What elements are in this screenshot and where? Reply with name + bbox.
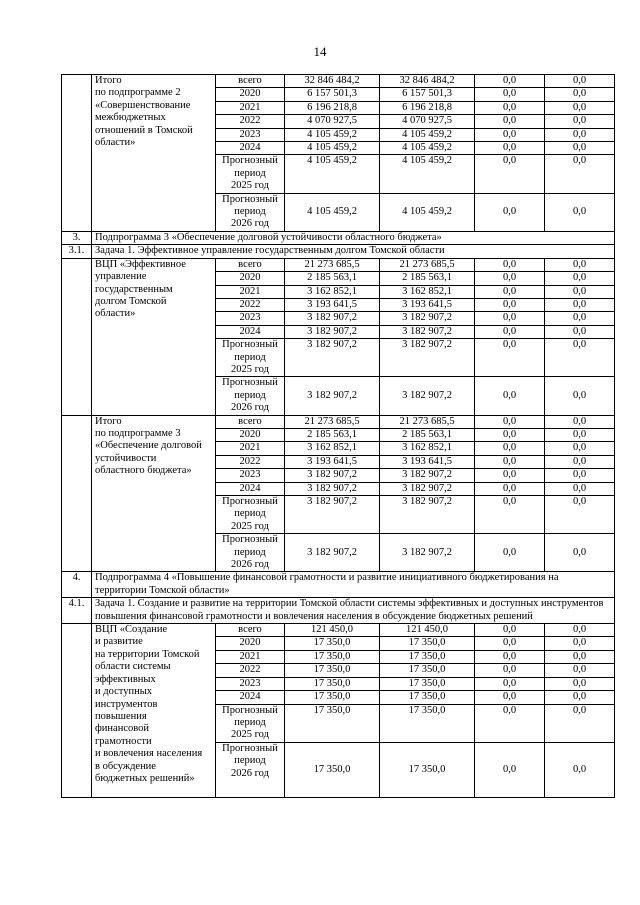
value-regional: 2 185 563,1 [380,428,475,441]
value-total: 3 182 907,2 [285,482,380,495]
period-line: период [234,508,266,520]
period-cell [216,298,285,311]
value-other: 0,0 [545,101,615,114]
period-line: 2026 год [231,559,269,571]
value-total: 17 350,0 [285,691,380,704]
section-row [62,598,615,624]
value-total: 3 182 907,2 [285,496,380,534]
value-federal: 0,0 [475,115,545,128]
period-line: 2020 [239,88,261,100]
period-line: период [234,206,266,218]
value-total: 4 070 927,5 [285,115,380,128]
period-cell [216,428,285,441]
period-line: 2026 год [231,767,269,779]
value-total: 3 182 907,2 [285,377,380,415]
period-line: Прогнозный [222,496,278,507]
value-other: 0,0 [545,193,615,231]
value-total: 3 182 907,2 [285,339,380,377]
value-total: 4 105 459,2 [285,193,380,231]
value-other: 0,0 [545,325,615,338]
value-federal: 0,0 [475,325,545,338]
value-regional: 3 182 907,2 [380,312,475,325]
value-regional: 4 070 927,5 [380,115,475,128]
program-name-line: и вовлечения населения [95,748,203,760]
value-federal: 0,0 [475,664,545,677]
value-federal: 0,0 [475,88,545,101]
period-cell [216,442,285,455]
value-total: 17 350,0 [285,664,380,677]
value-federal: 0,0 [475,285,545,298]
period-cell [216,482,285,495]
value-regional: 3 182 907,2 [380,325,475,338]
program-name-line: по подпрограмме 3 [95,427,181,439]
value-other: 0,0 [545,428,615,441]
value-total: 6 196 218,8 [285,101,380,114]
period-line: 2024 [239,482,261,494]
program-name-line: долгом Томской [95,295,167,307]
period-line: 2025 год [231,363,269,375]
period-line: 2024 [239,325,261,337]
period-line: 2021 [239,650,261,662]
period-cell [216,677,285,690]
period-line: Прогнозный [222,155,278,167]
value-federal: 0,0 [475,415,545,428]
value-regional: 17 350,0 [380,691,475,704]
period-line: период [234,546,266,558]
program-name-line: Итого [95,75,122,86]
section-row [62,231,615,244]
value-federal: 0,0 [475,272,545,285]
period-line: период [234,716,266,728]
period-cell [216,339,285,377]
period-line: 2023 [239,312,261,324]
section-title: Задача 1. Эффективное управление государственным долгом Томской области [92,245,615,258]
period-line: Прогнозный [222,193,278,205]
section-title: Подпрограмма 4 «Повышение финансовой грамотности и развитие инициативного бюджетирования на территории Томской области» [92,572,615,598]
value-regional: 17 350,0 [380,677,475,690]
section-number: 4.1. [62,598,92,624]
value-other: 0,0 [545,637,615,650]
value-regional: 3 193 641,5 [380,455,475,468]
program-name-line: областного бюджета» [95,465,192,477]
period-line: 2021 [239,101,261,113]
value-regional: 4 105 459,2 [380,128,475,141]
value-regional: 3 182 907,2 [380,496,475,534]
value-other: 0,0 [545,115,615,128]
program-name-line: бюджетных решений» [95,772,195,784]
value-federal: 0,0 [475,742,545,797]
value-regional: 17 350,0 [380,742,475,797]
value-federal: 0,0 [475,128,545,141]
section-row [62,572,615,598]
period-line: 2021 [239,285,261,297]
value-regional: 121 450,0 [380,624,475,637]
row-number [62,258,92,415]
program-name-line: устойчивости [95,452,157,464]
value-other: 0,0 [545,415,615,428]
value-federal: 0,0 [475,677,545,690]
value-other: 0,0 [545,742,615,797]
period-cell [216,469,285,482]
value-federal: 0,0 [475,298,545,311]
period-line: 2023 [239,677,261,689]
value-federal: 0,0 [475,624,545,637]
value-total: 17 350,0 [285,742,380,797]
period-cell [216,88,285,101]
value-other: 0,0 [545,677,615,690]
value-regional: 3 162 852,1 [380,442,475,455]
value-regional: 4 105 459,2 [380,155,475,193]
value-total: 21 273 685,5 [285,415,380,428]
program-name-line: повышения [95,710,147,722]
period-cell [216,115,285,128]
page-number: 14 [313,44,327,59]
period-line: 2025 год [231,729,269,741]
period-cell [216,664,285,677]
program-name-line: по подпрограмме 2 [95,87,181,99]
value-other: 0,0 [545,155,615,193]
value-other: 0,0 [545,75,615,88]
period-line: Прогнозный [222,704,278,716]
program-name-line: инструментов [95,698,158,710]
value-other: 0,0 [545,496,615,534]
period-line: 2022 [239,664,261,676]
period-cell [216,128,285,141]
period-cell [216,377,285,415]
value-regional: 17 350,0 [380,664,475,677]
value-regional: 3 182 907,2 [380,534,475,572]
value-regional: 17 350,0 [380,650,475,663]
program-name-line: эффективных [95,673,156,685]
period-cell [216,637,285,650]
period-line: период [234,351,266,363]
program-name [92,258,216,415]
value-federal: 0,0 [475,428,545,441]
value-total: 4 105 459,2 [285,155,380,193]
budget-table [61,74,615,798]
period-cell [216,155,285,193]
value-other: 0,0 [545,312,615,325]
period-line: всего [238,624,262,636]
value-federal: 0,0 [475,155,545,193]
program-name [92,624,216,798]
value-federal: 0,0 [475,455,545,468]
value-federal: 0,0 [475,534,545,572]
value-other: 0,0 [545,624,615,637]
value-federal: 0,0 [475,496,545,534]
program-name-line: отношений в Томской [95,124,193,136]
value-other: 0,0 [545,88,615,101]
value-other: 0,0 [545,482,615,495]
program-name-line: «Обеспечение долговой [95,440,202,452]
value-federal: 0,0 [475,258,545,271]
period-line: 2022 [239,298,261,310]
table-row [62,624,615,637]
section-title: Задача 1. Создание и развитие на территории Томской области системы эффективных и доступных инструментов повышения финансовой грамотности и вовлечения населения в обсуждение бюджетных решений [92,598,615,624]
program-name [92,75,216,232]
period-cell [216,691,285,704]
section-number: 3.1. [62,245,92,258]
value-regional: 3 182 907,2 [380,339,475,377]
value-regional: 3 182 907,2 [380,469,475,482]
period-line: всего [238,75,262,86]
value-regional: 3 193 641,5 [380,298,475,311]
value-other: 0,0 [545,442,615,455]
table-row [62,75,615,88]
value-total: 3 193 641,5 [285,455,380,468]
value-other: 0,0 [545,258,615,271]
period-cell [216,415,285,428]
program-name-line: грамотности [95,735,152,747]
period-cell [216,325,285,338]
value-federal: 0,0 [475,312,545,325]
program-name-line: финансовой [95,723,149,735]
period-cell [216,312,285,325]
period-cell [216,285,285,298]
value-regional: 17 350,0 [380,637,475,650]
period-cell [216,142,285,155]
period-line: 2025 год [231,520,269,532]
period-line: Прогнозный [222,534,278,546]
program-name-line: в обсуждение [95,760,156,772]
period-line: 2022 [239,455,261,467]
value-other: 0,0 [545,285,615,298]
value-total: 4 105 459,2 [285,128,380,141]
value-total: 3 182 907,2 [285,469,380,482]
value-regional: 4 105 459,2 [380,193,475,231]
program-name-line: управление [95,271,147,283]
period-cell [216,650,285,663]
value-regional: 6 157 501,3 [380,88,475,101]
value-federal: 0,0 [475,339,545,377]
period-cell [216,624,285,637]
program-name-line: Итого [95,415,122,427]
value-total: 121 450,0 [285,624,380,637]
value-total: 17 350,0 [285,637,380,650]
value-other: 0,0 [545,664,615,677]
period-cell [216,742,285,797]
period-cell [216,534,285,572]
program-name-line: на территории Томской [95,648,200,660]
period-line: 2020 [239,428,261,440]
period-line: 2023 [239,469,261,481]
program-name-line: области системы [95,661,171,673]
value-regional: 21 273 685,5 [380,415,475,428]
value-federal: 0,0 [475,469,545,482]
period-line: период [234,755,266,767]
value-other: 0,0 [545,455,615,468]
period-line: всего [238,415,262,427]
value-total: 4 105 459,2 [285,142,380,155]
period-cell [216,101,285,114]
program-name-line: и доступных [95,686,153,698]
period-line: 2021 [239,442,261,454]
value-total: 3 182 907,2 [285,312,380,325]
value-regional: 17 350,0 [380,704,475,742]
value-total: 2 185 563,1 [285,272,380,285]
period-line: 2025 год [231,180,269,192]
value-regional: 32 846 484,2 [380,75,475,88]
period-line: 2022 [239,115,261,127]
value-total: 17 350,0 [285,650,380,663]
program-name [92,415,216,572]
period-line: 2020 [239,272,261,284]
period-cell [216,272,285,285]
period-line: период [234,167,266,179]
section-number: 4. [62,572,92,598]
value-federal: 0,0 [475,637,545,650]
section-row [62,245,615,258]
period-cell [216,496,285,534]
period-cell [216,455,285,468]
value-regional: 21 273 685,5 [380,258,475,271]
value-regional: 6 196 218,8 [380,101,475,114]
row-number [62,415,92,572]
period-line: 2023 [239,128,261,140]
table-row [62,415,615,428]
value-regional: 3 182 907,2 [380,377,475,415]
value-federal: 0,0 [475,704,545,742]
value-total: 6 157 501,3 [285,88,380,101]
program-name-line: межбюджетных [95,112,166,124]
value-total: 2 185 563,1 [285,428,380,441]
period-line: 2024 [239,142,261,154]
period-line: 2026 год [231,218,269,230]
value-federal: 0,0 [475,101,545,114]
period-line: Прогнозный [222,742,278,754]
value-total: 3 162 852,1 [285,442,380,455]
value-other: 0,0 [545,339,615,377]
value-other: 0,0 [545,691,615,704]
program-name-line: государственным [95,283,173,295]
value-other: 0,0 [545,128,615,141]
value-other: 0,0 [545,142,615,155]
period-line: 2024 [239,691,261,703]
period-cell [216,704,285,742]
value-federal: 0,0 [475,482,545,495]
table-row [62,258,615,271]
program-name-line: «Совершенствование [95,99,191,111]
period-cell [216,193,285,231]
period-line: Прогнозный [222,339,278,351]
value-federal: 0,0 [475,193,545,231]
value-total: 32 846 484,2 [285,75,380,88]
value-federal: 0,0 [475,75,545,88]
value-total: 3 193 641,5 [285,298,380,311]
table-body [62,75,615,798]
value-other: 0,0 [545,534,615,572]
program-name-line: ВЦП «Создание [95,624,168,636]
value-federal: 0,0 [475,650,545,663]
value-other: 0,0 [545,469,615,482]
period-line: всего [238,258,262,270]
value-regional: 2 185 563,1 [380,272,475,285]
period-line: период [234,389,266,401]
period-line: 2020 [239,637,261,649]
value-total: 3 162 852,1 [285,285,380,298]
value-federal: 0,0 [475,691,545,704]
value-total: 17 350,0 [285,704,380,742]
program-name-line: ВЦП «Эффективное [95,258,186,270]
value-other: 0,0 [545,377,615,415]
value-other: 0,0 [545,650,615,663]
period-cell [216,258,285,271]
value-federal: 0,0 [475,442,545,455]
value-federal: 0,0 [475,142,545,155]
value-regional: 3 162 852,1 [380,285,475,298]
value-regional: 3 182 907,2 [380,482,475,495]
value-total: 3 182 907,2 [285,325,380,338]
value-total: 21 273 685,5 [285,258,380,271]
value-regional: 4 105 459,2 [380,142,475,155]
period-line: 2026 год [231,402,269,414]
section-number: 3. [62,231,92,244]
program-name-line: области» [95,137,136,149]
section-title: Подпрограмма 3 «Обеспечение долговой устойчивости областного бюджета» [92,231,615,244]
period-line: Прогнозный [222,377,278,389]
program-name-line: области» [95,308,136,320]
row-number [62,624,92,798]
value-total: 3 182 907,2 [285,534,380,572]
value-other: 0,0 [545,298,615,311]
value-other: 0,0 [545,704,615,742]
program-name-line: и развитие [95,636,143,648]
value-federal: 0,0 [475,377,545,415]
value-total: 17 350,0 [285,677,380,690]
row-number [62,75,92,232]
period-cell [216,75,285,88]
value-other: 0,0 [545,272,615,285]
